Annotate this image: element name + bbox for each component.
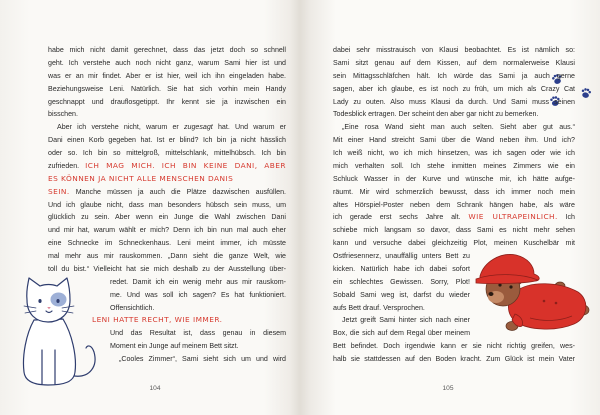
text-line bbox=[333, 55, 575, 68]
text-line bbox=[333, 235, 575, 248]
handwritten-note: ICH MAG MICH. ICH BIN KEINE DANI, ABER bbox=[85, 160, 287, 170]
text-segment: Todesblick ertragen. Der scheint den aber gar nicht zu bemerken. bbox=[333, 110, 539, 119]
text-line bbox=[333, 184, 575, 197]
handwritten-note: LENI HATTE RECHT, WIE IMMER. bbox=[92, 315, 223, 325]
text-segment: Bett befindet. Doch irgendwie kann er sie nicht richtig greifen, wes- bbox=[333, 342, 575, 351]
handwritten-note: SEIN. bbox=[48, 186, 70, 196]
text-segment: Und das Resultat ist, dass genau in diesem bbox=[110, 329, 286, 338]
text-segment: Mit einer Hand streicht Sami über die Wand neben ihm. Und ich? bbox=[333, 136, 575, 145]
text-line bbox=[333, 42, 575, 55]
text-segment: bisschen. bbox=[48, 110, 78, 119]
text-segment: „Eine rosa Wand sieht man auch selten. Sieht aber gut aus.“ bbox=[342, 123, 575, 132]
page-number-left: 104 bbox=[149, 385, 161, 392]
text-segment: geht. Ich verstehe auch noch nicht ganz, warum Sami hier ist und bbox=[48, 58, 286, 67]
text-segment: Beziehungsweise Leni. Natürlich. Sie hat sich vorhin mein Handy bbox=[48, 84, 286, 93]
text-segment: aufs Bett drauf. Versprochen. bbox=[333, 303, 425, 312]
text-segment: und mir hat, warum wählt er mich? Denn ich bin nun mal auch eher bbox=[48, 226, 286, 235]
text-segment: glücklich zu sein. Aber wenn ein Junge die Wahl zwischen Dani bbox=[48, 213, 286, 222]
text-segment: kann und versuche dabei gleichzeitig Plot, meinen Kuschelbär mit bbox=[333, 239, 575, 248]
text-line bbox=[333, 94, 575, 107]
text-segment: sagen, aber ich glaube, es ist noch zu früh, um mich als Crazy Cat bbox=[333, 84, 575, 93]
text-segment: Sami sitzt genau auf dem Kissen, auf dem normalerweise Klausi bbox=[333, 58, 575, 67]
text-segment: me. Und was soll ich sagen? Es hat funktioniert. bbox=[110, 290, 286, 299]
text-segment: Und ich glaube nicht, dass man besonders hübsch sein muss, um bbox=[48, 200, 286, 209]
text-segment: ein schlechtes Gewissen. Sorry, Plot! bbox=[333, 277, 470, 286]
text-line bbox=[333, 197, 575, 210]
text-line bbox=[342, 119, 575, 132]
text-segment: Schluck Wasser in der Kurve und wünsche mir, ich hätte aufge- bbox=[333, 174, 575, 183]
page-number-right: 105 bbox=[442, 385, 454, 392]
text-segment: Box, die sich auf dem Regal über meinem bbox=[333, 329, 470, 338]
text-line bbox=[333, 261, 470, 274]
text-segment: räumt. Mir wird schmerzlich bewusst, dass ich immer noch mein bbox=[333, 187, 575, 196]
text-segment: Moment ein Junge auf meinem Bett sitzt. bbox=[110, 342, 239, 351]
text-segment: dabei sehr misstrauisch von Klausi beobachtet. Es ist nämlich so: bbox=[333, 46, 575, 54]
text-segment: Dani einen Korb gegeben hat. Ist er blind? Ich bin ja nicht hässlich bbox=[48, 136, 286, 145]
text-segment: Lady zu outen. Also muss Klausi da durch. Und Sami muss seinen bbox=[333, 97, 575, 106]
text-segment: redet. Damit ich ein wenig mehr aus mir rauskom- bbox=[110, 277, 286, 286]
text-segment: Manche müssen ja auch die Plätze dazwischen ausfüllen. bbox=[69, 187, 286, 196]
text-segment: Jetzt greift Sami hinter sich nach einer bbox=[342, 316, 470, 325]
text-line bbox=[333, 158, 575, 171]
text-line bbox=[333, 222, 575, 235]
text-segment: Ich weiß nicht, wo ich mich hinsetzen, was ich sagen oder wie ich bbox=[333, 149, 575, 157]
text-segment: Ostfriesennerz, unauffällig unters Bett zu bbox=[333, 252, 470, 260]
text-segment: eine Schnecke im Schneckenhaus. Leni meint immer, ich müsste bbox=[48, 239, 286, 248]
text-segment: schiebe mich langsam so davor, dass Sami es nicht mehr sehen bbox=[333, 226, 575, 235]
text-line bbox=[333, 351, 575, 364]
text-line bbox=[333, 132, 575, 145]
text-segment: kicken. Natürlich habe ich dabei sofort bbox=[333, 264, 470, 273]
text-line bbox=[333, 325, 470, 338]
text-line bbox=[333, 171, 575, 184]
text-segment: toll du bist.“ Vielleicht hat sie mich deshalb zu der Ausstellung über- bbox=[48, 264, 286, 273]
text-segment: ich gerade erst sechs Jahre alt. bbox=[333, 213, 469, 222]
handwritten-note: WIE ULTRAPEINLICH. bbox=[468, 212, 558, 222]
text-line bbox=[333, 287, 470, 300]
text-line bbox=[333, 145, 575, 158]
text-segment: halb sie stattdessen auf den Boden kracht. Zum Glück ist mein Vater bbox=[333, 355, 575, 363]
text-segment: mich verhalten soll. Ich stehe inmitten meines Zimmers wie ein bbox=[333, 161, 575, 170]
text-segment: altes Hörspiel-Poster neben dem Schrank hängen habe, als wäre bbox=[333, 200, 575, 209]
text-segment: zugesagt bbox=[183, 123, 213, 132]
text-segment: zufrieden. bbox=[48, 161, 86, 170]
text-line bbox=[333, 248, 470, 261]
handwritten-note: ES KÖNNEN JA NICHT ALLE MENSCHEN DANIS bbox=[48, 173, 234, 183]
text-line bbox=[333, 300, 470, 313]
text-line bbox=[333, 81, 575, 94]
text-segment: habe mich nicht damit gerechnet, dass das jetzt doch so schnell bbox=[48, 46, 286, 54]
text-segment: was er an mir findet. Aber er ist hier, weil ich ihn eingeladen habe. bbox=[48, 71, 286, 80]
text-line bbox=[342, 312, 470, 325]
text-segment: Ich bbox=[557, 213, 575, 222]
text-segment: hat. Und warum er bbox=[212, 123, 286, 132]
text-segment: „Cooles Zimmer“, Sami sieht sich um und wird bbox=[119, 355, 286, 363]
text-line bbox=[333, 209, 575, 222]
text-segment: Offensichtlich. bbox=[110, 303, 155, 312]
text-line bbox=[333, 106, 575, 119]
text-segment: mal mehr aus mir rauskommen. „Dann sieht die ganze Welt, wie bbox=[48, 252, 286, 260]
text-line bbox=[333, 338, 575, 351]
text-line bbox=[333, 68, 575, 81]
text-segment: oder so. Ich bin so mittelgroß, mittelschlank, mittelhübsch. Ich bin bbox=[48, 149, 286, 157]
text-segment: sein Mittagsschläfchen hält. Ich würde das Sami ja auch gerne bbox=[333, 71, 575, 80]
text-line bbox=[333, 274, 470, 287]
text-segment: geschnappt und drauflosgetippt. Ihr kennt sie ja inzwischen ein bbox=[48, 97, 286, 106]
text-segment: Aber ich verstehe nicht, warum er bbox=[57, 123, 184, 132]
text-segment: Sobald Sami weg ist, darfst du wieder bbox=[333, 290, 470, 299]
